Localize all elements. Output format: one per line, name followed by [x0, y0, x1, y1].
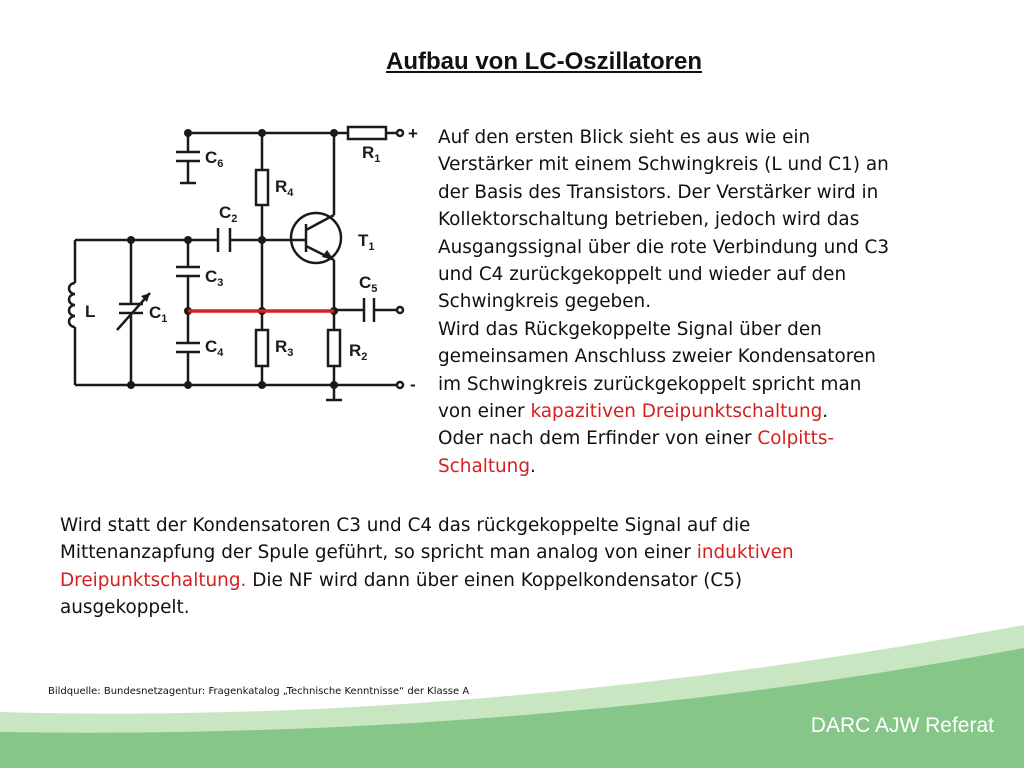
desc-line: Kollektorschaltung betrieben, jedoch wird das: [438, 209, 860, 231]
desc-line: Ausgangssignal über die rote Verbindung und C3: [438, 236, 890, 258]
page-title: Aufbau von LC-Oszillatoren: [386, 48, 703, 75]
term-kapazitive-dreipunktschaltung: kapazitiven Dreipunktschaltung: [530, 401, 823, 423]
label-r4: $R_4$: [275, 177, 294, 199]
label-r3: $R_3$: [275, 337, 294, 359]
label-c1: $C_1$: [149, 303, 168, 325]
desc-line: Oder nach dem Erfinder von einer Colpitts-: [438, 428, 835, 450]
desc-line: gemeinsamen Anschluss zweier Kondensatoren: [438, 346, 876, 368]
label-r2: $R_2$: [349, 341, 368, 363]
desc-line: Verstärker mit einem Schwingkreis (L und C1) an: [438, 154, 889, 176]
lc-oscillator-circuit-diagram: [55, 110, 435, 410]
label-t1: $T_1$: [358, 231, 375, 253]
bottom-line: Mittenanzapfung der Spule geführt, so spricht man analog von einer induktiven: [60, 542, 794, 564]
desc-line: Schwingkreis gegeben.: [438, 291, 652, 313]
label-c2: $C_2$: [219, 203, 238, 225]
term-schaltung: Schaltung: [438, 455, 531, 477]
bottom-line: ausgekoppelt.: [60, 597, 190, 619]
desc-line: der Basis des Transistors. Der Verstärker wird in: [438, 181, 879, 203]
terminal-plus: +: [408, 124, 418, 143]
terminal-minus: -: [410, 375, 416, 394]
desc-line: von einer kapazitiven Dreipunktschaltung.: [438, 401, 829, 423]
bottom-line: Wird statt der Kondensatoren C3 und C4 das rückgekoppelte Signal auf die: [60, 515, 751, 536]
term-colpitts: Colpitts-: [757, 428, 835, 450]
label-r1: $R_1$: [362, 143, 381, 165]
desc-line: und C4 zurückgekoppelt und wieder auf den: [438, 264, 847, 286]
image-source: Bildquelle: Bundesnetzagentur: Fragenkatalog „Technische Kenntnisse“ der Klasse A: [48, 686, 470, 697]
bottom-line: Dreipunktschaltung. Die NF wird dann über einen Koppelkondensator (C5): [60, 569, 743, 591]
desc-line: Wird das Rückgekoppelte Signal über den: [438, 318, 822, 340]
term-induktiven: induktiven: [696, 542, 794, 564]
desc-line: Schaltung.: [438, 455, 536, 477]
term-dreipunktschaltung: Dreipunktschaltung.: [60, 569, 247, 591]
desc-line: Auf den ersten Blick sieht es aus wie ein: [438, 127, 811, 148]
label-c4: $C_4$: [205, 337, 224, 359]
footer-title: DARC AJW Referat: [810, 714, 994, 737]
description-text: [438, 124, 998, 480]
desc-line: im Schwingkreis zurückgekoppelt spricht man: [438, 373, 862, 395]
bottom-paragraph: [60, 512, 1000, 622]
label-c3: $C_3$: [205, 267, 224, 289]
label-c5: $C_5$: [359, 273, 378, 295]
label-c6: $C_6$: [205, 148, 224, 170]
label-l: L: [85, 302, 96, 321]
